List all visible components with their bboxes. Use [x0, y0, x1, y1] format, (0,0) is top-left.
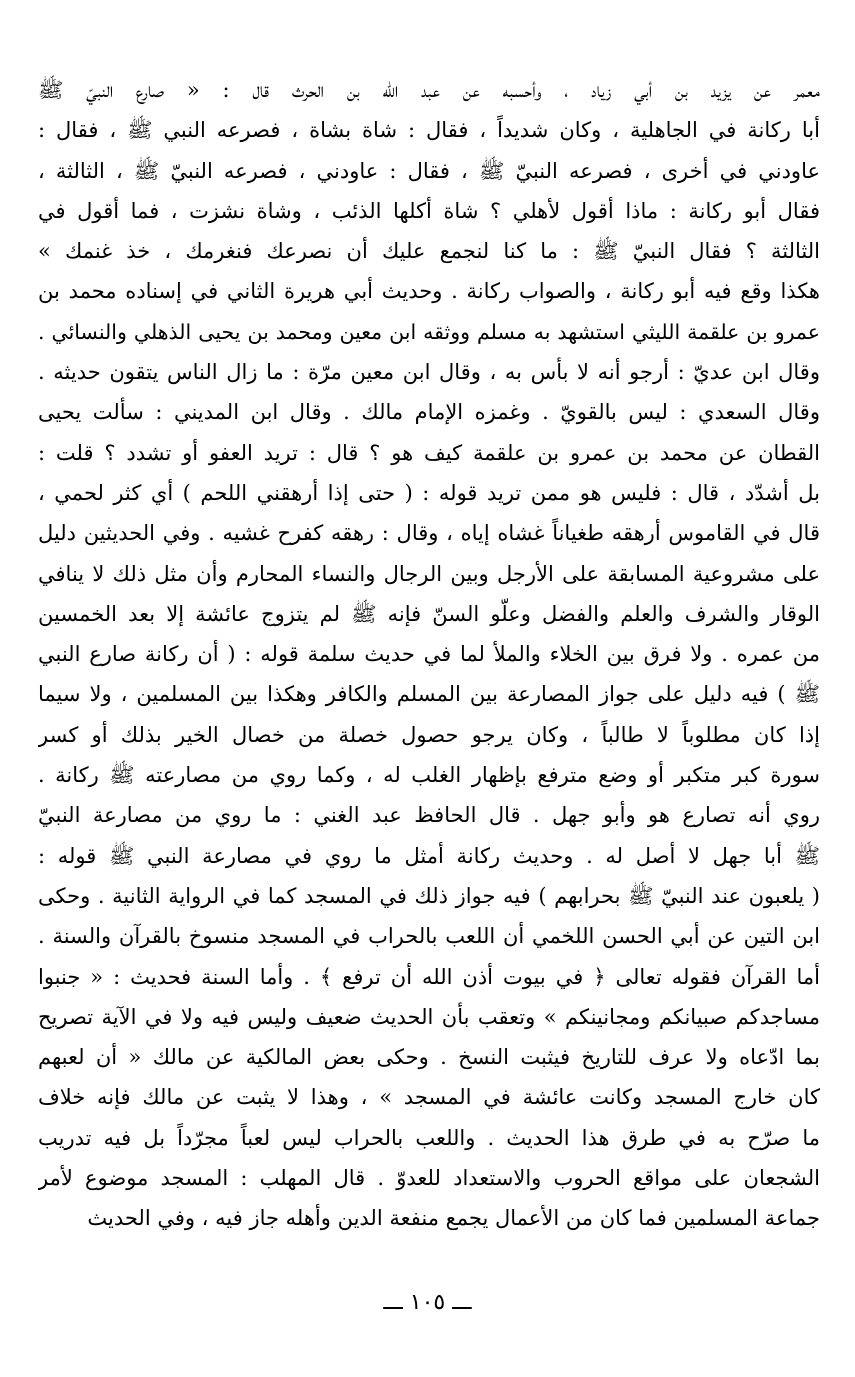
text-line: إذا كان مطلوباً لا طالباً ، وكان يرجو حصول خصلة من خصال الخير بذلك أو كسر [38, 722, 820, 747]
text-line: مساجدكم صبيانكم ومجانينكم » وتعقب بأن الحديث ضعيف وليس فيه ولا في الآية تصريح [38, 1004, 820, 1029]
text-line: الوقار والشرف والعلم والفضل وعلّو السنّ فإنه ﷺ لم يتزوج عائشة إلا بعد الخمسين [38, 601, 820, 626]
text-line: أبا ركانة في الجاهلية ، وكان شديداً ، فقال : شاة بشاة ، فصرعه النبي ﷺ ، فقال : [38, 118, 820, 143]
text-line: عمرو بن علقمة الليثي استشهد به مسلم ووثقه ابن معين ومحمد بن يحيى الذهلي والنسائي . [38, 319, 820, 344]
text-line: ﷺ أبا جهل لا أصل له . وحديث ركانة أمثل ما روي في مصارعة النبي ﷺ قوله : [38, 843, 820, 868]
text-line: قال في القاموس أرهقه طغياناً غشاه إياه ، وقال : رهقه كفرح غشيه . وفي الحديثين دليل [38, 521, 820, 546]
text-line: الشجعان على مواقع الحروب والاستعداد للعدوّ . قال المهلب : المسجد موضوع لأمر [38, 1166, 820, 1191]
text-line: ( يلعبون عند النبيّ ﷺ بحرابهم ) فيه جواز ذلك في المسجد كما في الرواية الثانية . وحكى [38, 883, 820, 908]
text-line: جماعة المسلمين فما كان من الأعمال يجمع منفعة الدين وأهله جاز فيه ، وفي الحديث [87, 1206, 820, 1231]
body-text [38, 70, 820, 1239]
text-line: ابن التين عن أبي الحسن اللخمي أن اللعب بالحراب في المسجد منسوخ بالقرآن والسنة . [38, 924, 820, 949]
text-line: كان خارج المسجد وكانت عائشة في المسجد » ، وهذا لا يثبت عن مالك فإنه خلاف [38, 1085, 820, 1110]
text-line: عاودني في أخرى ، فصرعه النبيّ ﷺ ، فقال : عاودني ، فصرعه النبيّ ﷺ ، الثالثة ، [38, 158, 820, 183]
text-line: بل أشدّد ، قال : فليس هو ممن تريد قوله : ( حتى إذا أرهقني اللحم ) أي كثر لحمي ، [38, 480, 820, 505]
text-line: وقال ابن عديّ : أرجو أنه لا بأس به ، وقال ابن معين مرّة : ما زال الناس يتقون حديثه . [38, 360, 820, 385]
text-line: ﷺ ) فيه دليل على جواز المصارعة بين المسلم والكافر وهكذا بين المسلمين ، ولا سيما [38, 682, 820, 707]
text-line: الثالثة ؟ فقال النبيّ ﷺ : ما كنا لنجمع عليك أن نصرعك فنغرمك ، خذ غنمك » [38, 239, 820, 264]
text-line: سورة كبر متكبر أو وضع مترفع بإظهار الغلب له ، وكما روي من مصارعته ﷺ ركانة . [38, 763, 820, 788]
text-line: بما ادّعاه ولا عرف للتاريخ فيثبت النسخ . وحكى بعض المالكية عن مالك « أن لعبهم [38, 1045, 820, 1070]
page-number: ـــ ١٠٥ ـــ [383, 1290, 472, 1315]
text-line: وقال السعدي : ليس بالقويّ . وغمزه الإمام مالك . وقال ابن المديني : سألت يحيى [38, 400, 820, 425]
text-line: القطان عن محمد بن عمرو بن علقمة كيف هو ؟ قال : تريد العفو أو تشدد ؟ قلت : [38, 440, 820, 465]
text-line: هكذا وقع فيه أبو ركانة ، والصواب ركانة . وحديث أبي هريرة الثاني في إسناده محمد بن [38, 279, 820, 304]
text-line: فقال أبو ركانة : ماذا أقول لأهلي ؟ شاة أكلها الذئب ، وشاة نشزت ، فما أقول في [38, 198, 820, 223]
text-line: روي أنه تصارع هو وأبو جهل . قال الحافظ عبد الغني : ما روي من مصارعة النبيّ [38, 803, 820, 828]
text-line: معمر عن يزيد بن أبي زياد ، وأحسبه عن عبد الله بن الحرث قال : « صارع النبيّ ﷺ [38, 78, 820, 102]
text-line: من عمره . ولا فرق بين الخلاء والملأ لما في حديث سلمة قوله : ( أن ركانة صارع النبي [38, 642, 820, 667]
text-line: أما القرآن فقوله تعالى ﴿ في بيوت أذن الله أن ترفع ﴾ . وأما السنة فحديث : « جنبوا [38, 964, 820, 989]
text-line: على مشروعية المسابقة على الأرجل وبين الرجال والنساء المحارم وأن مثل ذلك لا ينافي [38, 561, 820, 586]
text-line: ما صرّح به في طرق هذا الحديث . واللعب بالحراب ليس لعباً مجرّداً بل فيه تدريب [38, 1125, 820, 1150]
